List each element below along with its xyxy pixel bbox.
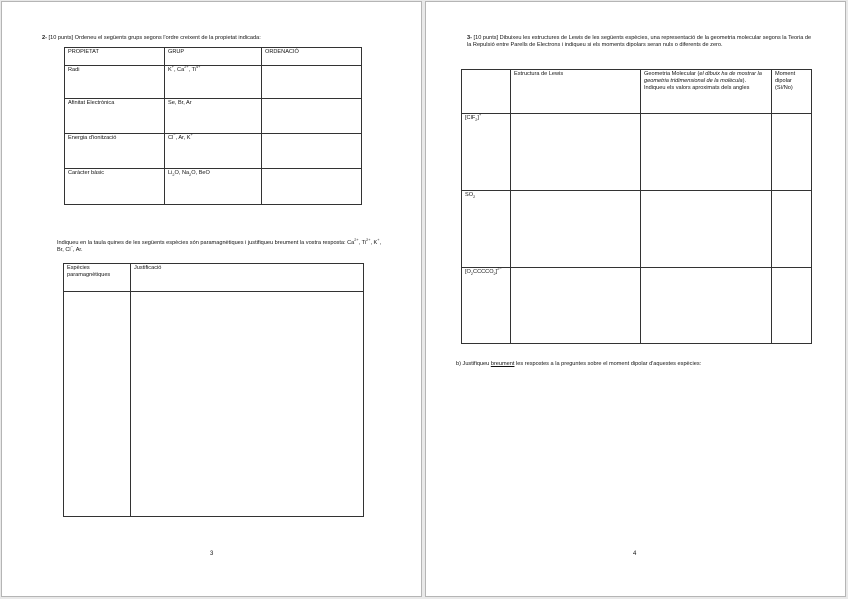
prop-cell: Afinitat Electrònica (65, 99, 165, 134)
header-ordenacio: ORDENACIÓ (262, 48, 362, 66)
question-3 (467, 35, 817, 49)
species-cell: $[O_2CCCCO_2]^{2-}$ (462, 268, 511, 344)
answer-cell[interactable] (772, 268, 812, 344)
b-prompt-underlined: breument (490, 361, 515, 367)
header-geometry: Geometria Molecular (el dibuix ha de mostrar la geometria tridimensional de la molècula). Indiqueu els valors aproximats dels angles (641, 70, 772, 114)
answer-cell[interactable] (262, 66, 362, 99)
group-cell: Cl−, Ar, K+ (165, 134, 262, 169)
question-3b (456, 361, 826, 368)
group-cell: Se, Br, Ar (165, 99, 262, 134)
question-prompt: [10 punts] Dibuixeu les estructures de Lewis de les següents espècies, una representació de la geometria molecular segons la Teoria de la Repulsió entre Parells de Electrons i indiqueu si els moments dipolars seran nuls o diferents de zero. (467, 35, 812, 49)
header-lewis: Estructura de Lewis (511, 70, 641, 114)
answer-cell[interactable] (511, 191, 641, 268)
group-cell: $Li_2O$, $Na_2O$, BeO (165, 169, 262, 205)
page-3 (1, 1, 422, 597)
answer-cell[interactable] (511, 268, 641, 344)
answer-cell[interactable] (641, 268, 772, 344)
question-2 (42, 35, 402, 42)
answer-cell[interactable] (641, 114, 772, 191)
group-cell: K+, $Ca^{2+}$, $Ti^{4+}$ (165, 66, 262, 99)
question-number: 2- (42, 35, 47, 41)
prop-cell: Radi (65, 66, 165, 99)
answer-cell[interactable] (262, 99, 362, 134)
properties-table (64, 47, 362, 205)
paramagnetic-prompt: Indiqueu en la taula quines de les següents espècies són paramagnètiques i justifiqueu breument la vostra resposta: $Ca^{2+}$, $Ti^{2+}$, K+, Br, Cl−, Ar. (57, 238, 382, 254)
header-moment: Moment dipolar (Sí/No) (772, 70, 812, 114)
question-prompt: [10 punts] Ordeneu el següents grups segons l'ordre creixent de la propietat indicada: (48, 35, 261, 41)
prop-cell: Caràcter bàsic (65, 169, 165, 205)
answer-cell[interactable] (511, 114, 641, 191)
species-cell: [ClF$_2$]+ (462, 114, 511, 191)
prop-cell: Energia d'ionització (65, 134, 165, 169)
answer-cell[interactable] (262, 134, 362, 169)
header-justificacio: Justificació (131, 264, 364, 292)
species-cell: $SO_2$ (462, 191, 511, 268)
header-especies: Espècies paramagnètiques (64, 264, 131, 292)
lewis-table (461, 69, 812, 344)
answer-cell[interactable] (262, 169, 362, 205)
header-empty (462, 70, 511, 114)
header-grup: GRUP (165, 48, 262, 66)
page-4 (425, 1, 846, 597)
b-prompt-pre: b) Justifiqueu (456, 361, 491, 367)
answer-cell[interactable] (641, 191, 772, 268)
answer-cell[interactable] (64, 292, 131, 517)
b-prompt-post: les respostes a la preguntes sobre el moment dipolar d'aquestes espècies: (514, 361, 702, 367)
page-number: 4 (633, 551, 637, 557)
question-number: 3- (467, 35, 472, 41)
header-propietat: PROPIETAT (65, 48, 165, 66)
answer-cell[interactable] (772, 114, 812, 191)
answer-cell[interactable] (131, 292, 364, 517)
paramagnetic-table (63, 263, 364, 517)
page-number: 3 (210, 551, 214, 557)
answer-cell[interactable] (772, 191, 812, 268)
